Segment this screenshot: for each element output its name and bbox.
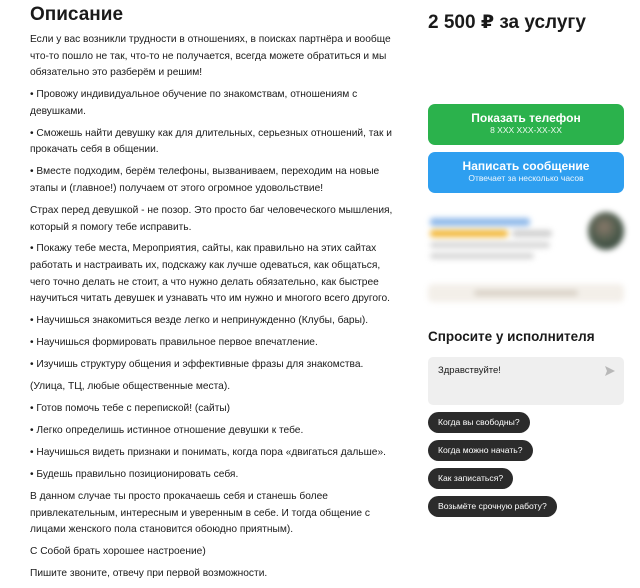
seller-info-blurred bbox=[430, 242, 550, 248]
question-input[interactable] bbox=[428, 357, 624, 405]
show-phone-button[interactable] bbox=[428, 104, 624, 145]
price-label: 2 500 ₽ за услугу bbox=[428, 12, 586, 33]
offer-sidebar bbox=[428, 0, 624, 524]
quick-question-chip[interactable]: Как записаться? bbox=[428, 468, 513, 489]
description-paragraph: • Научишься знакомиться везде легко и непринужденно (Клубы, бары). bbox=[30, 315, 369, 327]
description-paragraph: • Научишься формировать правильное первое впечатление. bbox=[30, 337, 318, 349]
description-paragraph: • Вместе подходим, берём телефоны, вызваниваем, переходим на новые этапы и (главное!) получаем от этого огромное удовольствие! bbox=[30, 166, 380, 194]
ask-section-title: Спросите у исполнителя bbox=[428, 329, 595, 344]
write-message-button[interactable] bbox=[428, 152, 624, 193]
description-paragraph: Страх перед девушкой - не позор. Это просто баг человеческого мышления, который я помогу тебе исправить. bbox=[30, 204, 393, 233]
response-time-note: Отвечает за несколько часов bbox=[468, 173, 584, 183]
quick-question-chip[interactable]: Возьмёте срочную работу? bbox=[428, 496, 557, 517]
description-paragraph: • Изучишь структуру общения и эффективные фразы для знакомства. bbox=[30, 359, 364, 371]
description-paragraph: • Научишься видеть признаки и понимать, когда пора «двигаться дальше». bbox=[30, 447, 386, 459]
seller-since-blurred bbox=[430, 253, 534, 259]
masked-phone-number: 8 XXX XXX-XX-XX bbox=[490, 125, 562, 135]
description-body bbox=[30, 32, 402, 583]
description-paragraph: Пишите звоните, отвечу при первой возможности. bbox=[30, 568, 268, 580]
description-paragraph: (Улица, ТЦ, любые общественные места). bbox=[30, 381, 231, 393]
question-input-value: Здравствуйте! bbox=[438, 365, 501, 376]
quick-question-chip[interactable]: Когда можно начать? bbox=[428, 440, 533, 461]
seller-action-text-blurred bbox=[474, 290, 578, 296]
description-paragraph: • Провожу индивидуальное обучение по знакомствам, отношениям с девушками. bbox=[30, 89, 358, 117]
description-section bbox=[30, 4, 402, 588]
rating-stars-blurred bbox=[430, 230, 508, 237]
quick-questions bbox=[428, 412, 624, 517]
description-paragraph: • Покажу тебе места, Мероприятия, сайты, как правильно на этих сайтах работать и настраивать их, подскажу как лучше одеваться, как общаться, чего точно делать не стоит, а что нужно делать обязательно, как быстрее научиться читать девушек и узнавать что им нужно и многого всего другого. bbox=[30, 243, 391, 305]
description-paragraph: • Сможешь найти девушку как для длительных, серьезных отношений, так и прокачать себя в общении. bbox=[30, 127, 392, 156]
seller-name-blurred bbox=[430, 218, 530, 226]
description-paragraph: • Готов помочь тебе с перепиской! (сайты) bbox=[30, 403, 231, 415]
avatar[interactable] bbox=[588, 212, 624, 250]
description-paragraph: • Будешь правильно позиционировать себя. bbox=[30, 469, 239, 481]
show-phone-label: Показать телефон bbox=[471, 111, 581, 125]
description-paragraph: С Собой брать хорошее настроение) bbox=[30, 546, 206, 558]
description-title: Описание bbox=[30, 4, 124, 25]
send-arrow-icon[interactable] bbox=[604, 365, 616, 377]
write-message-label: Написать сообщение bbox=[462, 159, 590, 173]
quick-question-chip[interactable]: Когда вы свободны? bbox=[428, 412, 530, 433]
seller-card-blurred[interactable] bbox=[428, 218, 624, 318]
review-count-blurred bbox=[512, 230, 552, 237]
description-paragraph: В данном случае ты просто прокачаешь себя и станешь более привлекательным, интересным и уверенным в себе. И тогда общение с лицами женского пола становится обоюдно приятным). bbox=[30, 491, 370, 536]
description-paragraph: • Легко определишь истинное отношение девушки к тебе. bbox=[30, 425, 304, 437]
description-paragraph: Если у вас возникли трудности в отношениях, в поисках партнёра и вообще что-то пошло не так, что-то не получается, всегда можете обратиться и мы обязательно это разберём и решим! bbox=[30, 34, 391, 79]
